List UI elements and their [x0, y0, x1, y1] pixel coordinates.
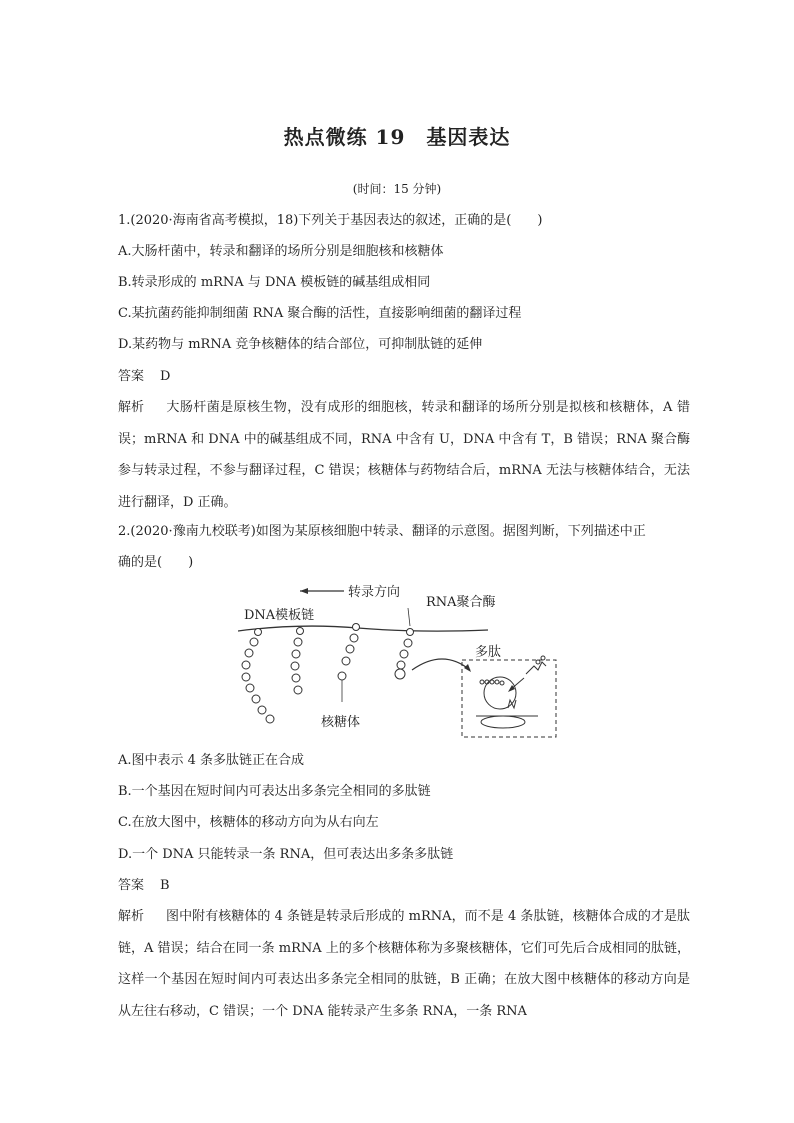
q1-option-a: A.大肠杆菌中，转录和翻译的场所分别是细胞核和核糖体 — [118, 244, 444, 259]
rna-polymerase-label: RNA聚合酶 — [426, 595, 496, 610]
explanation-label: 解析 — [118, 909, 145, 924]
answer-value: D — [160, 369, 171, 384]
mrna-strand-4 — [395, 629, 414, 680]
ribosome-label: 核糖体 — [321, 715, 361, 730]
q1-explanation — [118, 392, 690, 518]
q1-option-b: B.转录形成的 mRNA 与 DNA 模板链的碱基组成相同 — [118, 275, 431, 290]
time-limit: (时间：15 分钟) — [352, 182, 442, 196]
transcription-direction-arrow — [300, 588, 344, 594]
q2-explanation — [118, 901, 690, 1027]
mrna-strand-3 — [338, 624, 360, 681]
mrna-strand-2 — [291, 628, 304, 695]
answer-value: B — [160, 878, 170, 893]
q2-stem-line1: 2.(2020·豫南九校联考)如图为某原核细胞中转录、翻译的示意图。据图判断，下列描述中正 — [118, 524, 646, 539]
q2-answer — [118, 876, 688, 896]
direction-label: 转录方向 — [348, 585, 401, 600]
explanation-text: 图中附有核糖体的 4 条链是转录后形成的 mRNA，而不是 4 条肽链，核糖体合成的才是肽链，A 错误；结合在同一条 mRNA 上的多个核糖体称为多聚核糖体，它们可先后合成相同的肽链，这样一个基因在短时间内可表达出多条完全相同的肽链，B 正确；在放大图中核糖体的移动方向是从左往右移动，C 错误；一个 DNA 能转录产生多条 RNA，一条 RNA — [118, 909, 690, 1019]
peptide-label: 多肽 — [475, 645, 502, 660]
q1-option-d: D.某药物与 mRNA 竞争核糖体的结合部位，可抑制肽链的延伸 — [118, 337, 483, 352]
q2-option-a: A.图中表示 4 条多肽链正在合成 — [118, 753, 305, 768]
dna-strand — [238, 626, 488, 631]
q2-option-d: D.一个 DNA 只能转录一条 RNA，但可表达出多条多肽链 — [118, 847, 454, 862]
mrna-strand-1 — [242, 629, 274, 724]
answer-label: 答案 — [118, 369, 145, 384]
transcription-translation-figure — [238, 578, 563, 743]
enlarged-view-box — [462, 660, 556, 737]
explanation-text: 大肠杆菌是原核生物，没有成形的细胞核，转录和翻译的场所分别是拟核和核糖体，A 错误；mRNA 和 DNA 中的碱基组成不同，RNA 中含有 U，DNA 中含有 T，B 错误；RNA 聚合酶参与转录过程，不参与翻译过程，C 错误；核糖体与药物结合后，mRNA 无法与核糖体结合，无法进行翻译，D 正确。 — [118, 400, 690, 510]
dna-template-label: DNA模板链 — [244, 608, 315, 623]
page-title: 热点微练 19 基因表达 — [283, 125, 511, 149]
answer-label: 答案 — [118, 878, 145, 893]
q1-stem: 1.(2020·海南省高考模拟，18)下列关于基因表达的叙述，正确的是( ) — [118, 213, 543, 228]
q2-stem-line2: 确的是( ) — [118, 555, 194, 570]
magnify-arrow — [412, 659, 470, 670]
q1-option-c: C.某抗菌药能抑制细菌 RNA 聚合酶的活性，直接影响细菌的翻译过程 — [118, 306, 522, 321]
q2-option-c: C.在放大图中，核糖体的移动方向为从右向左 — [118, 815, 379, 830]
q1-answer — [118, 367, 688, 387]
enlarged-ribosome — [476, 656, 546, 728]
q2-option-b: B.一个基因在短时间内可表达出多条完全相同的多肽链 — [118, 784, 431, 799]
explanation-label: 解析 — [118, 400, 145, 415]
